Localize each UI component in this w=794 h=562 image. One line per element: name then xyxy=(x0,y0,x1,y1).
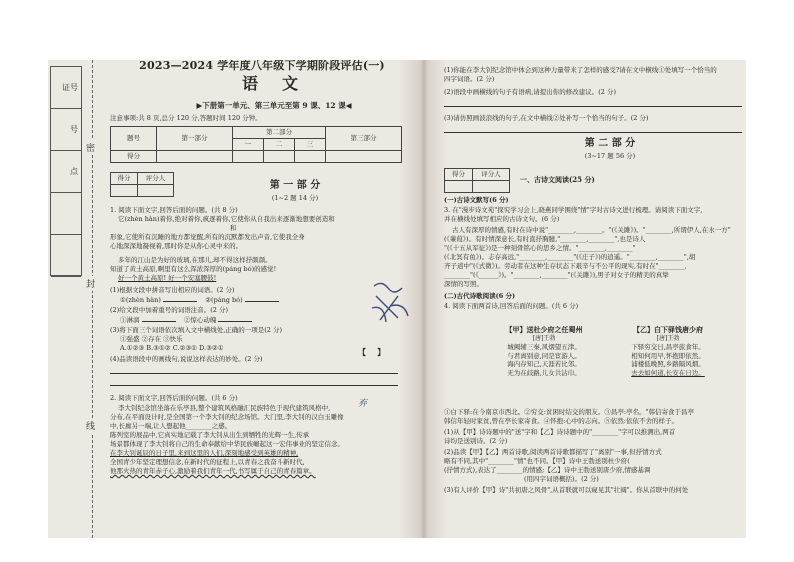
q1-sub-question: (1)根据文段中拼音写出相应的词语。(2 分) xyxy=(110,286,235,294)
score-table-header: 题号 xyxy=(111,127,157,151)
candidate-info-cell xyxy=(51,193,81,235)
q1-1b-label: ②(páng bó) xyxy=(205,296,243,304)
exam-title: 2023—2024 学年度八年级下学期阶段评估(一) xyxy=(139,60,385,72)
poem-b xyxy=(608,326,728,378)
poem-line: 去去如何道,长安在日边。 xyxy=(631,368,705,377)
left-page xyxy=(110,60,402,538)
poem-author: [唐]王勃 xyxy=(532,334,556,342)
q3-line[interactable]: 古人有深厚的情感,有时在诗中说"________,________。"(《关雎》)。"________,所谓伊人,在水一方" xyxy=(452,226,731,234)
part-two-subtitle: (3~17 题 56 分) xyxy=(584,152,636,160)
answer-blank[interactable] xyxy=(245,295,279,302)
q3-line: 深情的写照。 xyxy=(444,280,483,288)
q1-text-line: 好一个黄土高原! 好一个安塞腰鼓! xyxy=(118,274,217,282)
score-cell[interactable] xyxy=(157,151,233,163)
q3-intro: 3. 在"漫步诗文苑"探究学习会上,晓燕同学围绕"情"字对古诗文进行梳理。请阅读下面文字, xyxy=(444,206,703,214)
part-one-title: 第 一 部 分 xyxy=(269,180,321,191)
q2-text-line: 分布,在平面设计时,是全国第一个李大钊的纪念场馆。大门里,李大钊的汉白玉雕像 xyxy=(110,413,344,421)
grader-cell[interactable] xyxy=(138,185,174,197)
answer-line[interactable] xyxy=(110,366,398,374)
q2-intro: 2. 阅读下面文字,回答后面的问题。(共 6 分) xyxy=(110,394,238,402)
q3-intro: 并在横线处填写相应的古诗文句。(6 分) xyxy=(444,215,560,223)
answer-blank[interactable] xyxy=(218,315,252,322)
q1-options: ①强盛 ②存在 ③快乐 xyxy=(120,335,183,343)
q2-text-line: 场景都体现了李大钊将自己的生命奉献给中华民族崛起这一宏伟事业的坚定信念。 xyxy=(110,440,344,448)
score-table xyxy=(110,126,402,163)
q1-text-line: 知道了黄土高原,啊里有这么浑浓浑厚的(páng bó)的感觉! xyxy=(110,265,277,273)
poem-title: 【甲】送杜少府之任蜀州 xyxy=(505,325,583,334)
q4-sub-question: (2)品读【甲】【乙】两首诗歌,阅读两首诗歌都描写了"离别"一事,但抒情方式 xyxy=(444,448,662,456)
answer-line[interactable] xyxy=(444,99,742,107)
grader-label: 得分 xyxy=(111,173,138,185)
score-table-subheader: 三 xyxy=(295,139,326,151)
q1-sub-question: (3)将下面三个词语依次填入文中横线处,正确的一项是(2 分) xyxy=(110,326,283,334)
poem-line: 浦楼低晚照,乡路隔风烟。 xyxy=(631,360,705,369)
q2-text-line: 李大钊纪念馆坐落在乐亭县,整个建筑风格融汇民族特色于现代建筑风格中, xyxy=(118,404,331,412)
q4-sub-question[interactable]: (抒情方式),表达了________的情感;【乙】诗中王勃送别唐少府,情感基调 xyxy=(444,466,651,474)
q1-choices: A.①②③ B.③①② C.②③① D.③②① xyxy=(120,344,224,352)
score-cell[interactable] xyxy=(232,151,263,163)
exam-photo xyxy=(48,60,746,538)
grader-cell[interactable] xyxy=(472,181,509,193)
candidate-info-box xyxy=(50,66,82,276)
candidate-info-cell: 证号 xyxy=(51,67,81,109)
q1-text-line: 和 xyxy=(230,224,237,232)
grader-label: 得分 xyxy=(445,169,473,181)
q1-text-line: 心地深深地凝视着,那时你是从你心灵中来的。 xyxy=(110,242,243,250)
candidate-info-cell xyxy=(51,235,81,277)
q3-line[interactable]: 齐子道中"(《式微》)。劳动者在这种生存状态下艰辛与不公平的现实,有时在"________, xyxy=(444,262,687,270)
q1-sub-question: (2)给文段中加着重号的词语注音。(2 分) xyxy=(110,306,228,314)
score-table-header: 第三部分 xyxy=(326,127,402,151)
q4-intro: 4. 阅读下面两首诗,回答后面的问题。(共 6 分) xyxy=(444,302,579,310)
grader-label: 评分人 xyxy=(472,169,509,181)
poem-line: 下驿穷交日,昌亭旅食年。 xyxy=(631,343,705,352)
q3-line[interactable]: ________"(《______》)。"________,________"(《关雎》),男子对女子的精美的真挚 xyxy=(444,271,669,279)
score-cell[interactable] xyxy=(295,151,326,163)
handwriting-scribble xyxy=(368,278,418,328)
poems xyxy=(484,326,734,402)
grader-table xyxy=(110,172,174,197)
q1-answer-prompt xyxy=(110,295,398,305)
answer-blank[interactable] xyxy=(163,295,197,302)
section-title: 一、古诗文阅读(25 分) xyxy=(520,175,595,184)
q3-line[interactable]: (《北冥有鱼》)。志存高远,"________,________"(《庄子》)的逍遥。"________,________",胡 xyxy=(444,253,696,261)
poem-author: [唐]王勃 xyxy=(656,334,680,342)
right-question: 四字词语。(2 分) xyxy=(444,75,495,83)
exam-scope: ▶下册第一单元、第三单元至第 9 课、12 课◀ xyxy=(196,101,352,110)
q4-sub-question[interactable]: 略有不同,其中"________"情"也不同。【甲】诗中王勃送别杜少府( xyxy=(444,457,630,465)
candidate-info-cell: 号 xyxy=(51,109,81,151)
q1-1a-label: ①(zhèn hàn) xyxy=(120,296,161,304)
poem-note: ①白下驿:在今南京市西北。②穷交:贫困时结交的朋友。③昌亭:亭名。"韩信寄食于昌亭 xyxy=(444,408,695,416)
poem-note: 韩信年轻时家贫,曾在亭长家寄食。④怀抱:心中的志向。⑤依然:依依不舍的样子。 xyxy=(444,417,678,425)
answer-blank[interactable] xyxy=(142,315,176,322)
q1-text-line: 它(zhèn hàn)着你,绝对着你,疯逐着你,它使你从自我出来逐渐地想要创造和 xyxy=(118,215,335,223)
poem-a xyxy=(484,326,604,378)
seal-mark: 线 xyxy=(86,418,95,433)
grader-cell[interactable] xyxy=(445,181,473,193)
answer-line[interactable] xyxy=(110,378,398,386)
subject-title: 语文 xyxy=(242,74,323,93)
grader-label: 评分人 xyxy=(138,173,174,185)
q2-text-line: 他那火热的青年赤子心,激励着我们青年一代,书写属于自己的青春篇章。 xyxy=(110,467,316,475)
poem-line: 海内存知己,天涯若比邻。 xyxy=(507,360,581,369)
seal-line xyxy=(92,60,93,538)
sub-section-title: (二)古代诗歌阅读(6 分) xyxy=(444,292,516,300)
q1-intro: 1. 阅读下面文字,回答后面的问题。(共 8 分) xyxy=(110,206,238,214)
binding-margin xyxy=(48,60,110,538)
right-question: (2)语段中画横线的句子有语病,请提出你的修改建议。(2 分) xyxy=(444,88,617,96)
q1-text-line: 形象,它使所有沉睡的地方都觉醒,所有的沉默都发出声音,它使我全身 xyxy=(110,233,305,241)
q1-sub-question: (4)品读语段中的画线句,说说这样表达的妙处。(2 分) xyxy=(110,355,263,363)
q1-2b-label: ②惊心动魄 xyxy=(183,316,217,324)
q4-sub-question[interactable]: (1)从【甲】诗诗题中的"送"字和【乙】诗诗题中的"________"字可以推测出,两首 xyxy=(444,428,676,436)
score-table-header: 第二部分 xyxy=(232,127,325,139)
notice: 注意事项:共 8 页,总分 120 分,答题时间 120 分钟。 xyxy=(110,114,262,122)
seal-mark: 密 xyxy=(86,140,95,155)
q2-text-line: 陈列室的展品中,它真实地记载了李大钊从出生到牺牲的光辉一生,传承 xyxy=(110,431,310,439)
score-table-subheader: 一 xyxy=(232,139,263,151)
grader-table xyxy=(444,168,510,193)
sub-section-title: (一)古诗文默写(6 分) xyxy=(444,196,509,204)
seal-mark: 封 xyxy=(86,276,95,291)
handwritten-note: 弃 xyxy=(358,399,368,409)
q1-2a-label: ①淋漓 xyxy=(120,316,140,324)
poem-line: 无为在歧路,儿女共沾巾。 xyxy=(507,368,581,377)
q3-line[interactable]: (《蒹葭》)。有时情深意长,有时直抒胸臆,"________,________",也是诗人 xyxy=(444,235,646,243)
answer-line[interactable] xyxy=(444,125,742,133)
right-page xyxy=(440,60,746,538)
poem-title: 【乙】白下驿饯唐少府 xyxy=(633,325,703,334)
candidate-info-cell: 点 xyxy=(51,151,81,193)
score-cell[interactable] xyxy=(326,151,402,163)
poem-line: 城阙辅三秦,风烟望五津。 xyxy=(507,343,581,352)
right-question: (3)请仿照画波浪线的句子,在文中横线②处补写一个恰当的句子。(2 分) xyxy=(444,114,649,122)
q2-text-line: 中,长廊另一端,让人想起他________之感。 xyxy=(110,422,232,430)
score-table-subheader: 二 xyxy=(263,139,294,151)
answer-bracket[interactable]: 【 】 xyxy=(358,347,386,357)
poem-line: 与君离别意,同是宦游人。 xyxy=(507,351,581,360)
score-cell[interactable] xyxy=(263,151,294,163)
q1-text-line: 多年的江山是为好的玻璃,在那儿,却不得这样抒颜颜。 xyxy=(118,256,272,264)
q4-sub-question: 诗均是送别诗。(2 分) xyxy=(444,437,508,445)
q1-answer-prompt xyxy=(110,315,398,325)
q2-text-line: 在李大钊诞辰的日子里,来到这里的人们,深刻地感受到英雄的精神, xyxy=(110,449,299,457)
score-table-header: 第一部分 xyxy=(157,127,233,151)
grader-cell[interactable] xyxy=(111,185,138,197)
poem-line: 相知何用早,怀抱即依然。 xyxy=(631,351,705,360)
part-one-subtitle: (1~2 题 14 分) xyxy=(271,194,319,202)
q4-sub-question: (3)有人评价【甲】诗"共初唐之风骨",从首联就可以窥见其"壮阔"。你从首联中的何处 xyxy=(444,486,689,494)
score-row-label: 得分 xyxy=(111,151,157,163)
part-two-title: 第 二 部 分 xyxy=(584,138,636,149)
right-question: (1)你能在李大钊纪念馆中体会到这种力量带来了怎样的感受?请在文中横线①处填写一个恰当的 xyxy=(444,66,717,74)
q4-sub-question[interactable]: (用四字词语概括)。(2 分) xyxy=(524,475,599,483)
q2-text-line: 全国青少年坚定理想信念,在新时代的征程上,以青春之我奋斗新时代, xyxy=(110,458,305,466)
q3-line[interactable]: "(《十五从军征》)是一种刻骨铭心的思乡之情。"________,________" xyxy=(444,244,636,252)
